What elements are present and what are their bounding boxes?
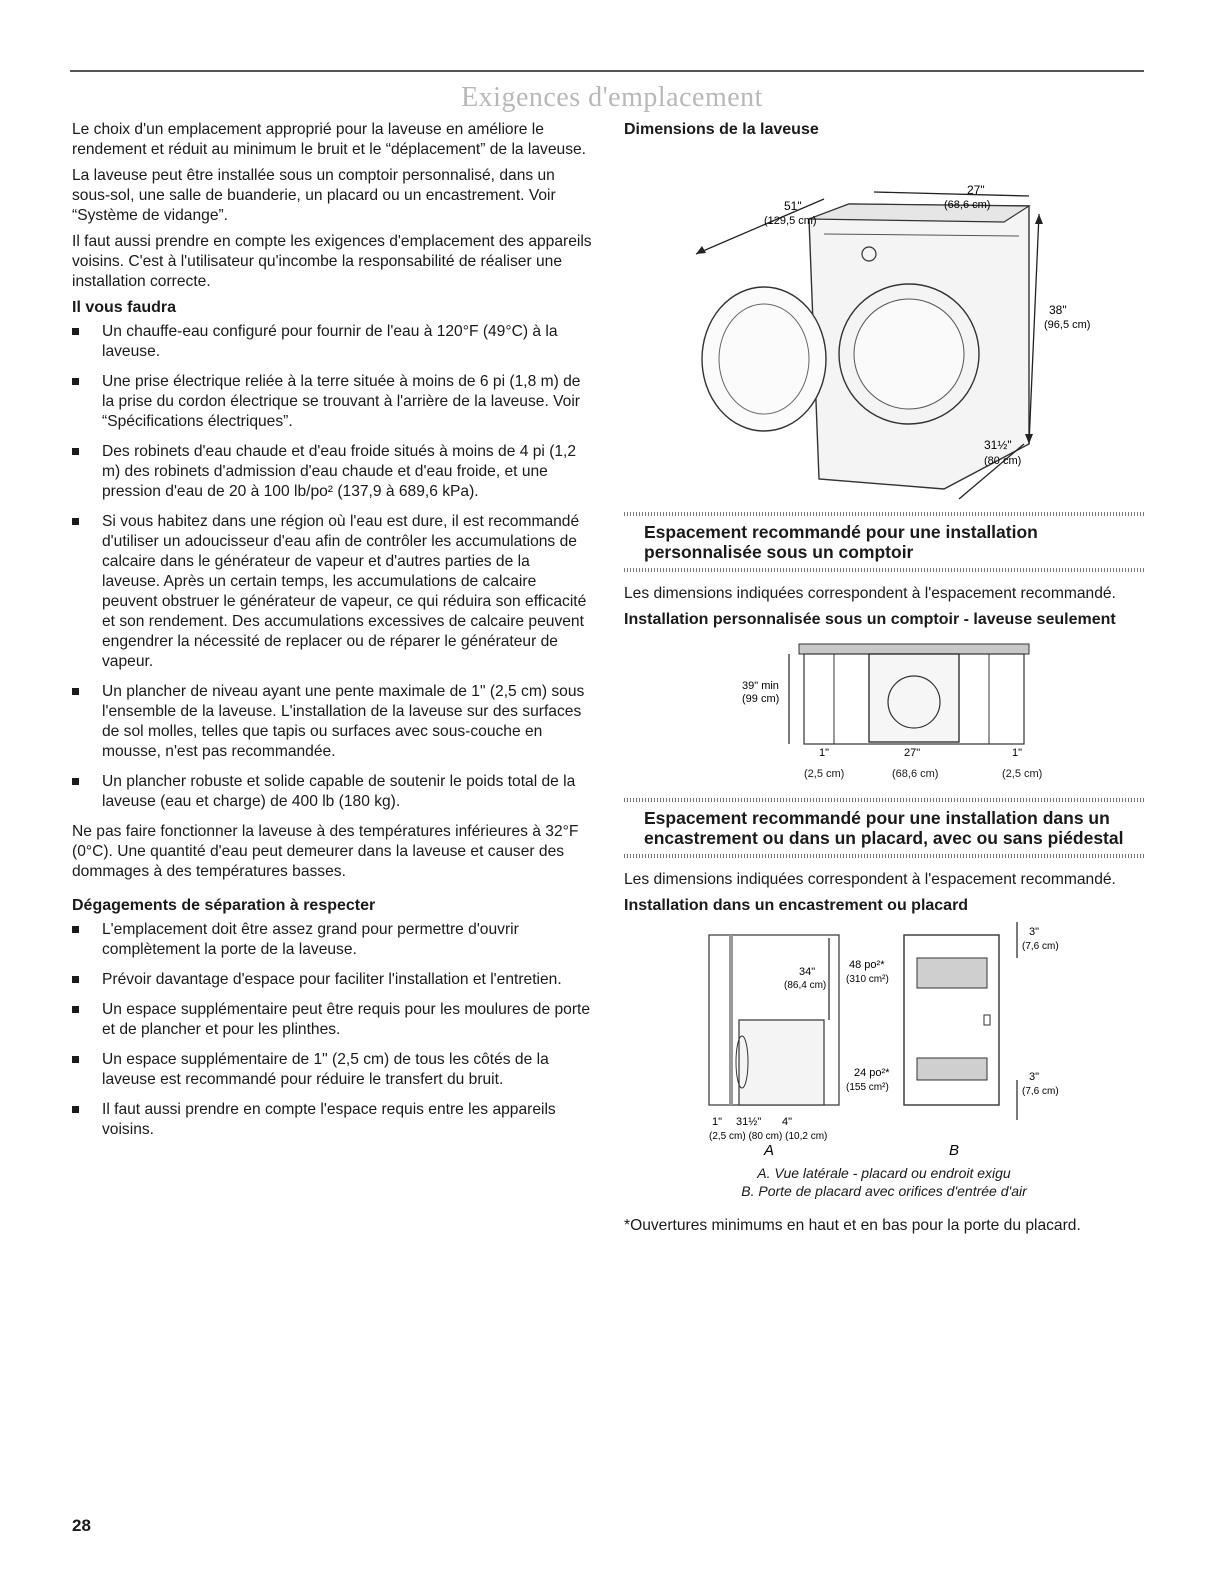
undercounter-text: Les dimensions indiquées correspondent à l'espacement recommandé. [624, 585, 1116, 602]
clearance-item: Prévoir davantage d'espace pour faciliter l'installation et l'entretien. [72, 970, 592, 990]
uc-left-label: 1" [819, 747, 830, 759]
countertop [799, 644, 1029, 654]
uc-mid-cm: (68,6 cm) [892, 768, 939, 780]
cl-height-label: 34" [799, 966, 816, 978]
need-heading: Il vous faudra [72, 299, 177, 316]
intro-paragraph-3: Il faut aussi prendre en compte les exigences d'emplacement des appareils voisins. C'est à l'utilisateur qu'incombe la responsabilité de réaliser une installation correcte. [72, 233, 592, 290]
need-item: Si vous habitez dans une région où l'eau est dure, il est recommandé d'utiliser un adoucisseur d'eau afin de contrôler les accumulations de calcaire dans le générateur de vapeur et d'autres parties de la laveuse. Après un certain temps, les accumulations de calcaire peuvent obstruer le générateur de vapeur, ce qui réduira son efficacité et son rendement. Des accumulations excessives de calcaire peuvent engendrer la nécessité de replacer ou de réparer le générateur de vapeur. [72, 512, 592, 672]
cl-d-cm: (2,5 cm) (80 cm) (10,2 cm) [709, 1131, 828, 1142]
height-label-cm: (96,5 cm) [1044, 319, 1091, 331]
cl-gap-top: 3" [1029, 926, 1040, 938]
clearance-item: Un espace supplémentaire peut être requis pour les moulures de porte et de plancher et pour les plinthes. [72, 1000, 592, 1040]
undercounter-subheading: Installation personnalisée sous un comptoir - laveuse seulement [624, 611, 1116, 628]
undercounter-heading: Espacement recommandé pour une installation personnalisée sous un comptoir [644, 522, 1038, 562]
air-vent-bottom [917, 1058, 987, 1080]
need-item: Une prise électrique reliée à la terre située à moins de 6 pi (1,8 m) de la prise du cordon électrique se trouvant à l'arrière de la laveuse. Voir “Spécifications électriques”. [72, 372, 592, 432]
bullet-icon [72, 378, 79, 385]
cl-bot-area-cm: (155 cm²) [846, 1082, 889, 1093]
air-vent-top [917, 958, 987, 988]
door-label: 31½" [984, 438, 1012, 452]
cl-height-label-cm: (86,4 cm) [784, 980, 827, 991]
washer-side [739, 1020, 824, 1105]
section-rule [624, 512, 1144, 516]
bullet-icon [72, 926, 79, 933]
washer-dimensions-figure [624, 144, 1144, 504]
cl-gap-top-cm: (7,6 cm) [1022, 941, 1059, 952]
temperature-warning: Ne pas faire fonctionner la laveuse à des températures inférieures à 32°F (0°C). Une quantité d'eau peut demeurer dans la laveuse et causer des dommages à des températures basses. [72, 823, 579, 880]
figure-label-a: A [764, 1142, 775, 1156]
cl-gap-bot-cm: (7,6 cm) [1022, 1086, 1059, 1097]
uc-right-cm: (2,5 cm) [1002, 768, 1043, 780]
closet-section-head [624, 808, 1144, 848]
cl-gap-bot: 3" [1029, 1071, 1040, 1083]
closet-text: Les dimensions indiquées correspondent à l'espacement recommandé. [624, 871, 1116, 888]
intro-paragraph-2: La laveuse peut être installée sous un comptoir personnalisé, dans un sous-sol, une salle de buanderie, un placard ou un encastrement. Voir “Système de vidange”. [72, 167, 556, 224]
closet-wall [729, 935, 733, 1105]
uc-right-label: 1" [1012, 747, 1023, 759]
bullet-icon [72, 1106, 79, 1113]
need-item: Un plancher de niveau ayant une pente maximale de 1" (2,5 cm) sous l'ensemble de la laveuse. L'installation de la laveuse sur des surfaces de sol molles, telles que tapis ou surfaces avec sous-couche en mousse, n'est pas recommandée. [72, 682, 592, 762]
cl-d2: 31½" [736, 1116, 762, 1128]
arrow-icon [1035, 214, 1043, 224]
section-rule [624, 854, 1144, 858]
page-number: 28 [72, 1516, 91, 1535]
width-label-cm: (68,6 cm) [944, 199, 991, 211]
door-label-cm: (80 cm) [984, 455, 1022, 467]
washer-door [702, 287, 826, 431]
footnote: *Ouvertures minimums en haut et en bas pour la porte du placard. [624, 1217, 1081, 1234]
width-label: 27" [967, 183, 985, 197]
clearance-item: Un espace supplémentaire de 1" (2,5 cm) de tous les côtés de la laveuse est recommandé pour réduire le transfert du bruit. [72, 1050, 592, 1090]
dimensions-heading: Dimensions de la laveuse [624, 121, 819, 138]
bullet-icon [72, 778, 79, 785]
top-rule [70, 70, 1144, 72]
figure-label-b: B [949, 1142, 960, 1156]
uc-left-cm: (2,5 cm) [804, 768, 845, 780]
closet-subheading: Installation dans un encastrement ou placard [624, 897, 969, 914]
bullet-icon [72, 1006, 79, 1013]
caption-b: B. Porte de placard avec orifices d'entrée d'air [741, 1183, 1027, 1199]
clearance-list [72, 920, 592, 1140]
closet-figure [624, 920, 1144, 1156]
cl-top-area-cm: (310 cm²) [846, 974, 889, 985]
caption-a: A. Vue latérale - placard ou endroit exigu [757, 1165, 1011, 1181]
cl-d3: 4" [782, 1116, 793, 1128]
washer-top [809, 204, 1029, 222]
need-item: Des robinets d'eau chaude et d'eau froide situés à moins de 4 pi (1,2 m) des robinets d'admission d'eau chaude et d'eau froide, et une pression d'eau de 20 à 100 lb/po² (137,9 à 689,6 kPa). [72, 442, 592, 502]
need-item: Un plancher robuste et solide capable de soutenir le poids total de la laveuse (eau et charge) de 400 lb (180 kg). [72, 772, 592, 812]
closet-heading: Espacement recommandé pour une installation dans un encastrement ou dans un placard, avec ou sans piédestal [644, 808, 1124, 848]
depth-label: 51" [784, 199, 802, 213]
clearance-heading: Dégagements de séparation à respecter [72, 897, 376, 914]
undercounter-section-head [624, 522, 1144, 562]
washer-drum [854, 299, 964, 409]
bullet-icon [72, 448, 79, 455]
need-list [72, 322, 592, 812]
undercounter-figure [624, 634, 1144, 764]
clearance-item: L'emplacement doit être assez grand pour permettre d'ouvrir complètement la porte de la laveuse. [72, 920, 592, 960]
section-rule [624, 798, 1144, 802]
bullet-icon [72, 688, 79, 695]
left-column [72, 120, 592, 1150]
cl-bot-area: 24 po²* [854, 1067, 890, 1079]
intro-paragraph-1: Le choix d'un emplacement approprié pour la laveuse en améliore le rendement et réduit au minimum le bruit et le “déplacement” de la laveuse. [72, 121, 586, 158]
cl-top-area: 48 po²* [849, 959, 885, 971]
width-dim-line [874, 192, 1029, 196]
need-item: Un chauffe-eau configuré pour fournir de l'eau à 120°F (49°C) à la laveuse. [72, 322, 592, 362]
bullet-icon [72, 518, 79, 525]
right-column [624, 120, 1144, 1242]
depth-label-cm: (129,5 cm) [764, 215, 817, 227]
bullet-icon [72, 328, 79, 335]
page-title: Exigences d'emplacement [461, 82, 763, 113]
clearance-item: Il faut aussi prendre en compte l'espace requis entre les appareils voisins. [72, 1100, 592, 1140]
height-dim-line [1029, 214, 1039, 444]
bullet-icon [72, 1056, 79, 1063]
uc-height-label-cm: (99 cm) [742, 693, 780, 705]
washer-front [869, 654, 959, 742]
section-rule [624, 568, 1144, 572]
height-label: 38" [1049, 303, 1067, 317]
cl-d1: 1" [712, 1116, 723, 1128]
uc-cm-labels [624, 764, 1144, 780]
bullet-icon [72, 976, 79, 983]
uc-height-label: 39" min [742, 680, 779, 692]
uc-mid-label: 27" [904, 747, 921, 759]
